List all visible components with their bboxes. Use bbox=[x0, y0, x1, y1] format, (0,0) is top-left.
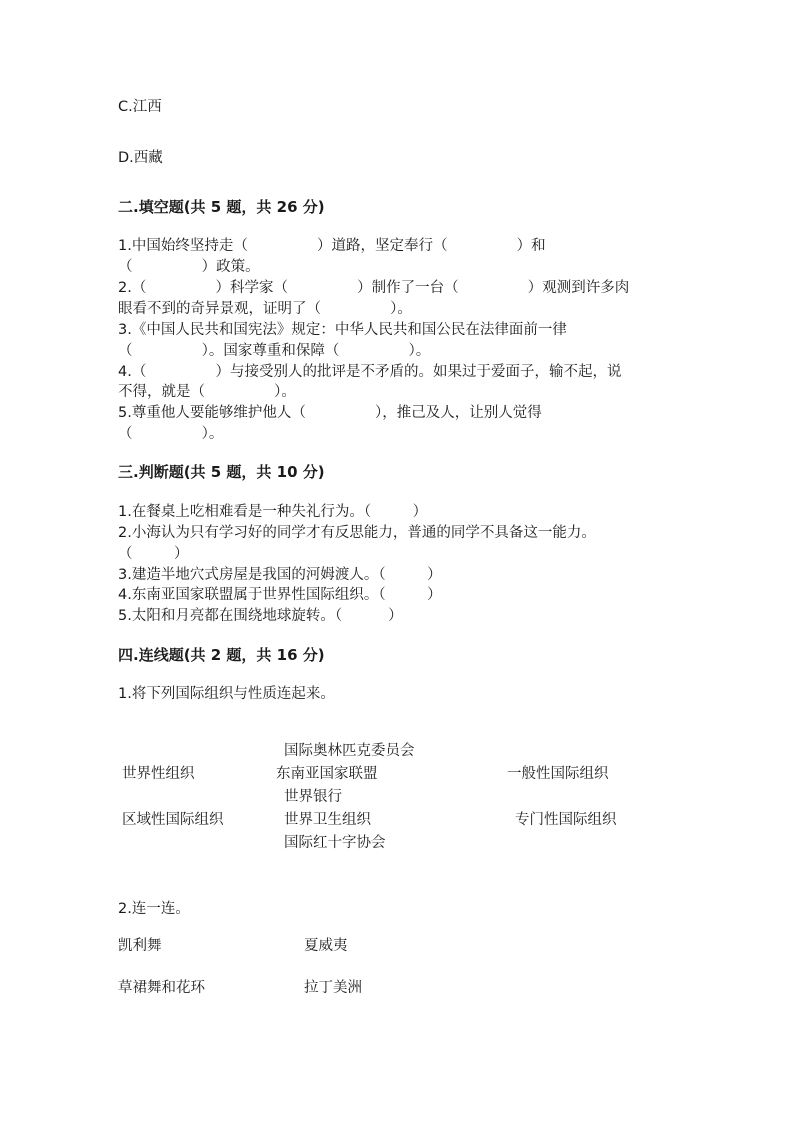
fill-blank-line: 1.中国始终坚持走（ ）道路，坚定奉行（ ）和 bbox=[118, 238, 546, 254]
fill-blank-line: （ ）。 bbox=[118, 426, 224, 442]
fill-blank-line: （ ）。国家尊重和保障（ ）。 bbox=[118, 343, 431, 359]
match-right-item: 拉丁美洲 bbox=[304, 980, 362, 996]
fill-blank-line: 4.（ ）与接受别人的批评是不矛盾的。如果过于爱面子，输不起，说 bbox=[118, 364, 622, 380]
true-false-line: 3.建造半地穴式房屋是我国的河姆渡人。（ ） bbox=[118, 567, 442, 583]
fill-blank-line: （ ）政策。 bbox=[118, 259, 260, 275]
fill-blank-line: 不得，就是（ ）。 bbox=[118, 384, 296, 400]
option-c: C.江西 bbox=[118, 99, 162, 115]
fill-blank-line: 5.尊重他人要能够维护他人（ ），推己及人，让别人觉得 bbox=[118, 405, 542, 421]
match-middle-item: 世界银行 bbox=[284, 789, 342, 805]
section-heading-fill-blank: 二.填空题(共 5 题，共 26 分) bbox=[118, 198, 325, 216]
match-middle-item: 世界卫生组织 bbox=[284, 812, 371, 828]
match-left-item: 区域性国际组织 bbox=[122, 812, 224, 828]
fill-blank-line: 2.（ ）科学家（ ）制作了一台（ ）观测到许多肉 bbox=[118, 280, 630, 296]
match-left-item: 凯利舞 bbox=[118, 938, 162, 954]
match-right-item: 夏威夷 bbox=[304, 938, 348, 954]
fill-blank-line: 眼看不到的奇异景观，证明了（ ）。 bbox=[118, 301, 412, 317]
true-false-line: 2.小海认为只有学习好的同学才有反思能力，普通的同学不具备这一能力。 bbox=[118, 525, 596, 541]
section-heading-matching: 四.连线题(共 2 题，共 16 分) bbox=[118, 646, 325, 664]
match-left-item: 草裙舞和花环 bbox=[118, 980, 205, 996]
true-false-line: 5.太阳和月亮都在围绕地球旋转。（ ） bbox=[118, 608, 403, 624]
fill-blank-line: 3.《中国人民共和国宪法》规定：中华人民共和国公民在法律面前一律 bbox=[118, 322, 567, 338]
match-right-item: 一般性国际组织 bbox=[507, 766, 609, 782]
matching-q1-prompt: 1.将下列国际组织与性质连起来。 bbox=[118, 686, 335, 702]
match-middle-item: 东南亚国家联盟 bbox=[276, 766, 378, 782]
true-false-line: 4.东南亚国家联盟属于世界性国际组织。（ ） bbox=[118, 587, 442, 603]
section-heading-true-false: 三.判断题(共 5 题，共 10 分) bbox=[118, 463, 325, 481]
true-false-line: （ ） bbox=[118, 546, 189, 562]
match-middle-item: 国际红十字协会 bbox=[284, 835, 386, 851]
match-middle-item: 国际奥林匹克委员会 bbox=[284, 743, 415, 759]
matching-q2-prompt: 2.连一连。 bbox=[118, 901, 190, 917]
match-right-item: 专门性国际组织 bbox=[515, 812, 617, 828]
true-false-line: 1.在餐桌上吃相难看是一种失礼行为。（ ） bbox=[118, 504, 428, 520]
option-d: D.西藏 bbox=[118, 150, 163, 166]
match-left-item: 世界性组织 bbox=[122, 766, 195, 782]
